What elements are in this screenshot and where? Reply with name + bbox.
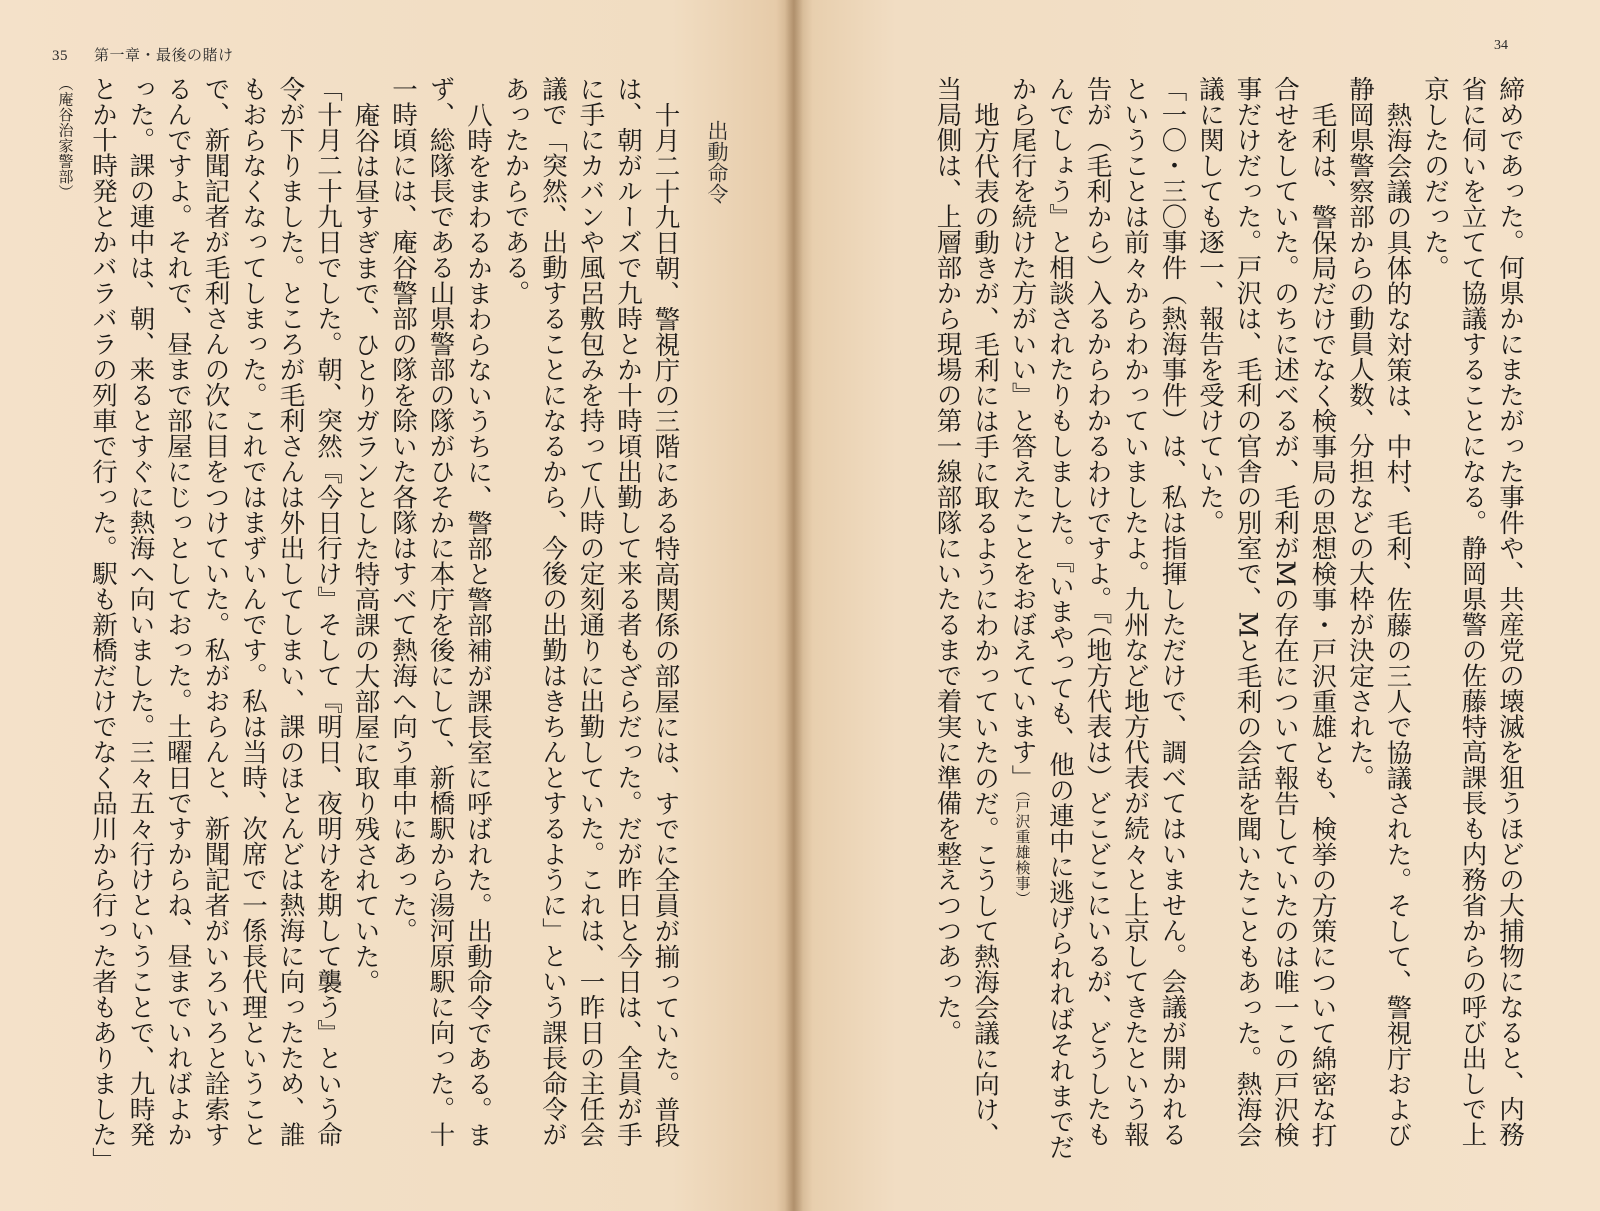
paragraph: 八時をまわるかまわらないうちに、警部と警部補が課長室に呼ばれた。出動命令である。まず、総隊長である山県警部の隊がひそかに本庁を後にして、新橋駅から湯河原駅に向った。十一時頃には、庵谷警部の隊を除いた各隊はすべて熱海へ向う車中にあった。: [388, 76, 493, 1147]
paragraph: 毛利は、警保局だけでなく検事局の思想検事・戸沢重雄とも、検挙の方策について綿密な打合せをしていた。のちに述べるが、毛利がMの存在について報告していたのは唯一この戸沢検事だけだった。戸沢は、毛利の官舎の別室で、Mと毛利の会話を聞いたこともあった。熱海会議に関しても逐一、報告を受けていた。: [1195, 76, 1338, 1148]
chapter-title: 第一章・最後の賭け: [94, 46, 234, 64]
paragraph: 熱海会議の具体的な対策は、中村、毛利、佐藤の三人で協議された。そして、警視庁および静岡県警察部からの動員人数、分担などの大枠が決定された。: [1345, 76, 1413, 1147]
left-page-text: [35, 76, 735, 1173]
left-page-number: 35: [52, 48, 68, 64]
quote-text: 「十月二十九日でした。朝、突然『今日行け』そして『明日、夜明けを期して襲う』という命令が下りました。ところが毛利さんは外出してしまい、課のほとんどは熱海に向ったため、誰もおらなくなってしまった。これではまずいんです。私は当時、次席で一係長代理ということで、新聞記者が毛利さんの次に目をつけていた。私がおらんと、新聞記者がいろいろと詮索するんですよ。それで、昼まで部屋にじっとしておった。土曜日ですからね、昼までいればよかった。課の連中は、朝、来るとすぐに熱海へ向いました。三々五々行けということで、九時発とか十時発とかバラバラの列車で行った。駅も新橋だけでなく品川から行った者もありました」: [88, 76, 343, 1173]
paragraph: 締めであった。何県かにまたがった事件や、共産党の壊滅を狙うほどの大捕物になると、内務省に伺いを立てて協議することになる。静岡県警の佐藤特高課長も内務省からの呼び出しで上京したのだった。: [1420, 76, 1525, 1147]
right-page-number: 34: [1494, 38, 1508, 53]
paragraph: 地方代表の動きが、毛利には手に取るようにわかっていたのだ。こうして熱海会議に向け、当局側は、上層部から現場の第一線部隊にいたるまで着実に準備を整えつつあった。: [932, 76, 1000, 1147]
right-page: [800, 0, 1600, 1211]
paragraph: 十月二十九日朝、警視庁の三階にある特高関係の部屋には、すでに全員が揃っていた。普段は、朝がルーズで九時とか十時頃出勤して来る者もざらだった。だが昨日と今日は、全員が手に手にカバンや風呂敷包みを持って八時の定刻通りに出勤していた。これは、一昨日の主任会議で「突然、出動することになるから、今後の出勤はきちんとするように」という課長命令があったからである。: [500, 76, 681, 1147]
running-head: [52, 44, 234, 65]
quote-attribution: （戸沢重雄検事）: [1013, 790, 1032, 907]
left-page: [0, 0, 790, 1211]
paragraph: 庵谷は昼すぎまで、ひとりガランとした特高課の大部屋に取り残されていた。: [350, 101, 381, 994]
quote-paragraph: [1003, 76, 1191, 1166]
quote-text: 「一〇・三〇事件（熱海事件）は、私は指揮しただけで、調べてはいません。会議が開かれるということは前々からわかっていましたよ。九州など地方代表が続々と上京してきたという報告が（毛利から）入るからわかるわけですよ。『（地方代表は）どこどこにいるが、どうしたもんでしょう』と相談されたりもしました。『いまやっても、他の連中に逃げられればそれまでだから尾行を続けた方がいい』と答えたことをおぼえています」: [1007, 76, 1188, 1160]
right-page-text: [813, 76, 1528, 1166]
quote-paragraph: [46, 76, 346, 1173]
quote-attribution: （庵谷治家警部）: [56, 76, 75, 200]
section-heading: 出動命令: [705, 120, 729, 204]
